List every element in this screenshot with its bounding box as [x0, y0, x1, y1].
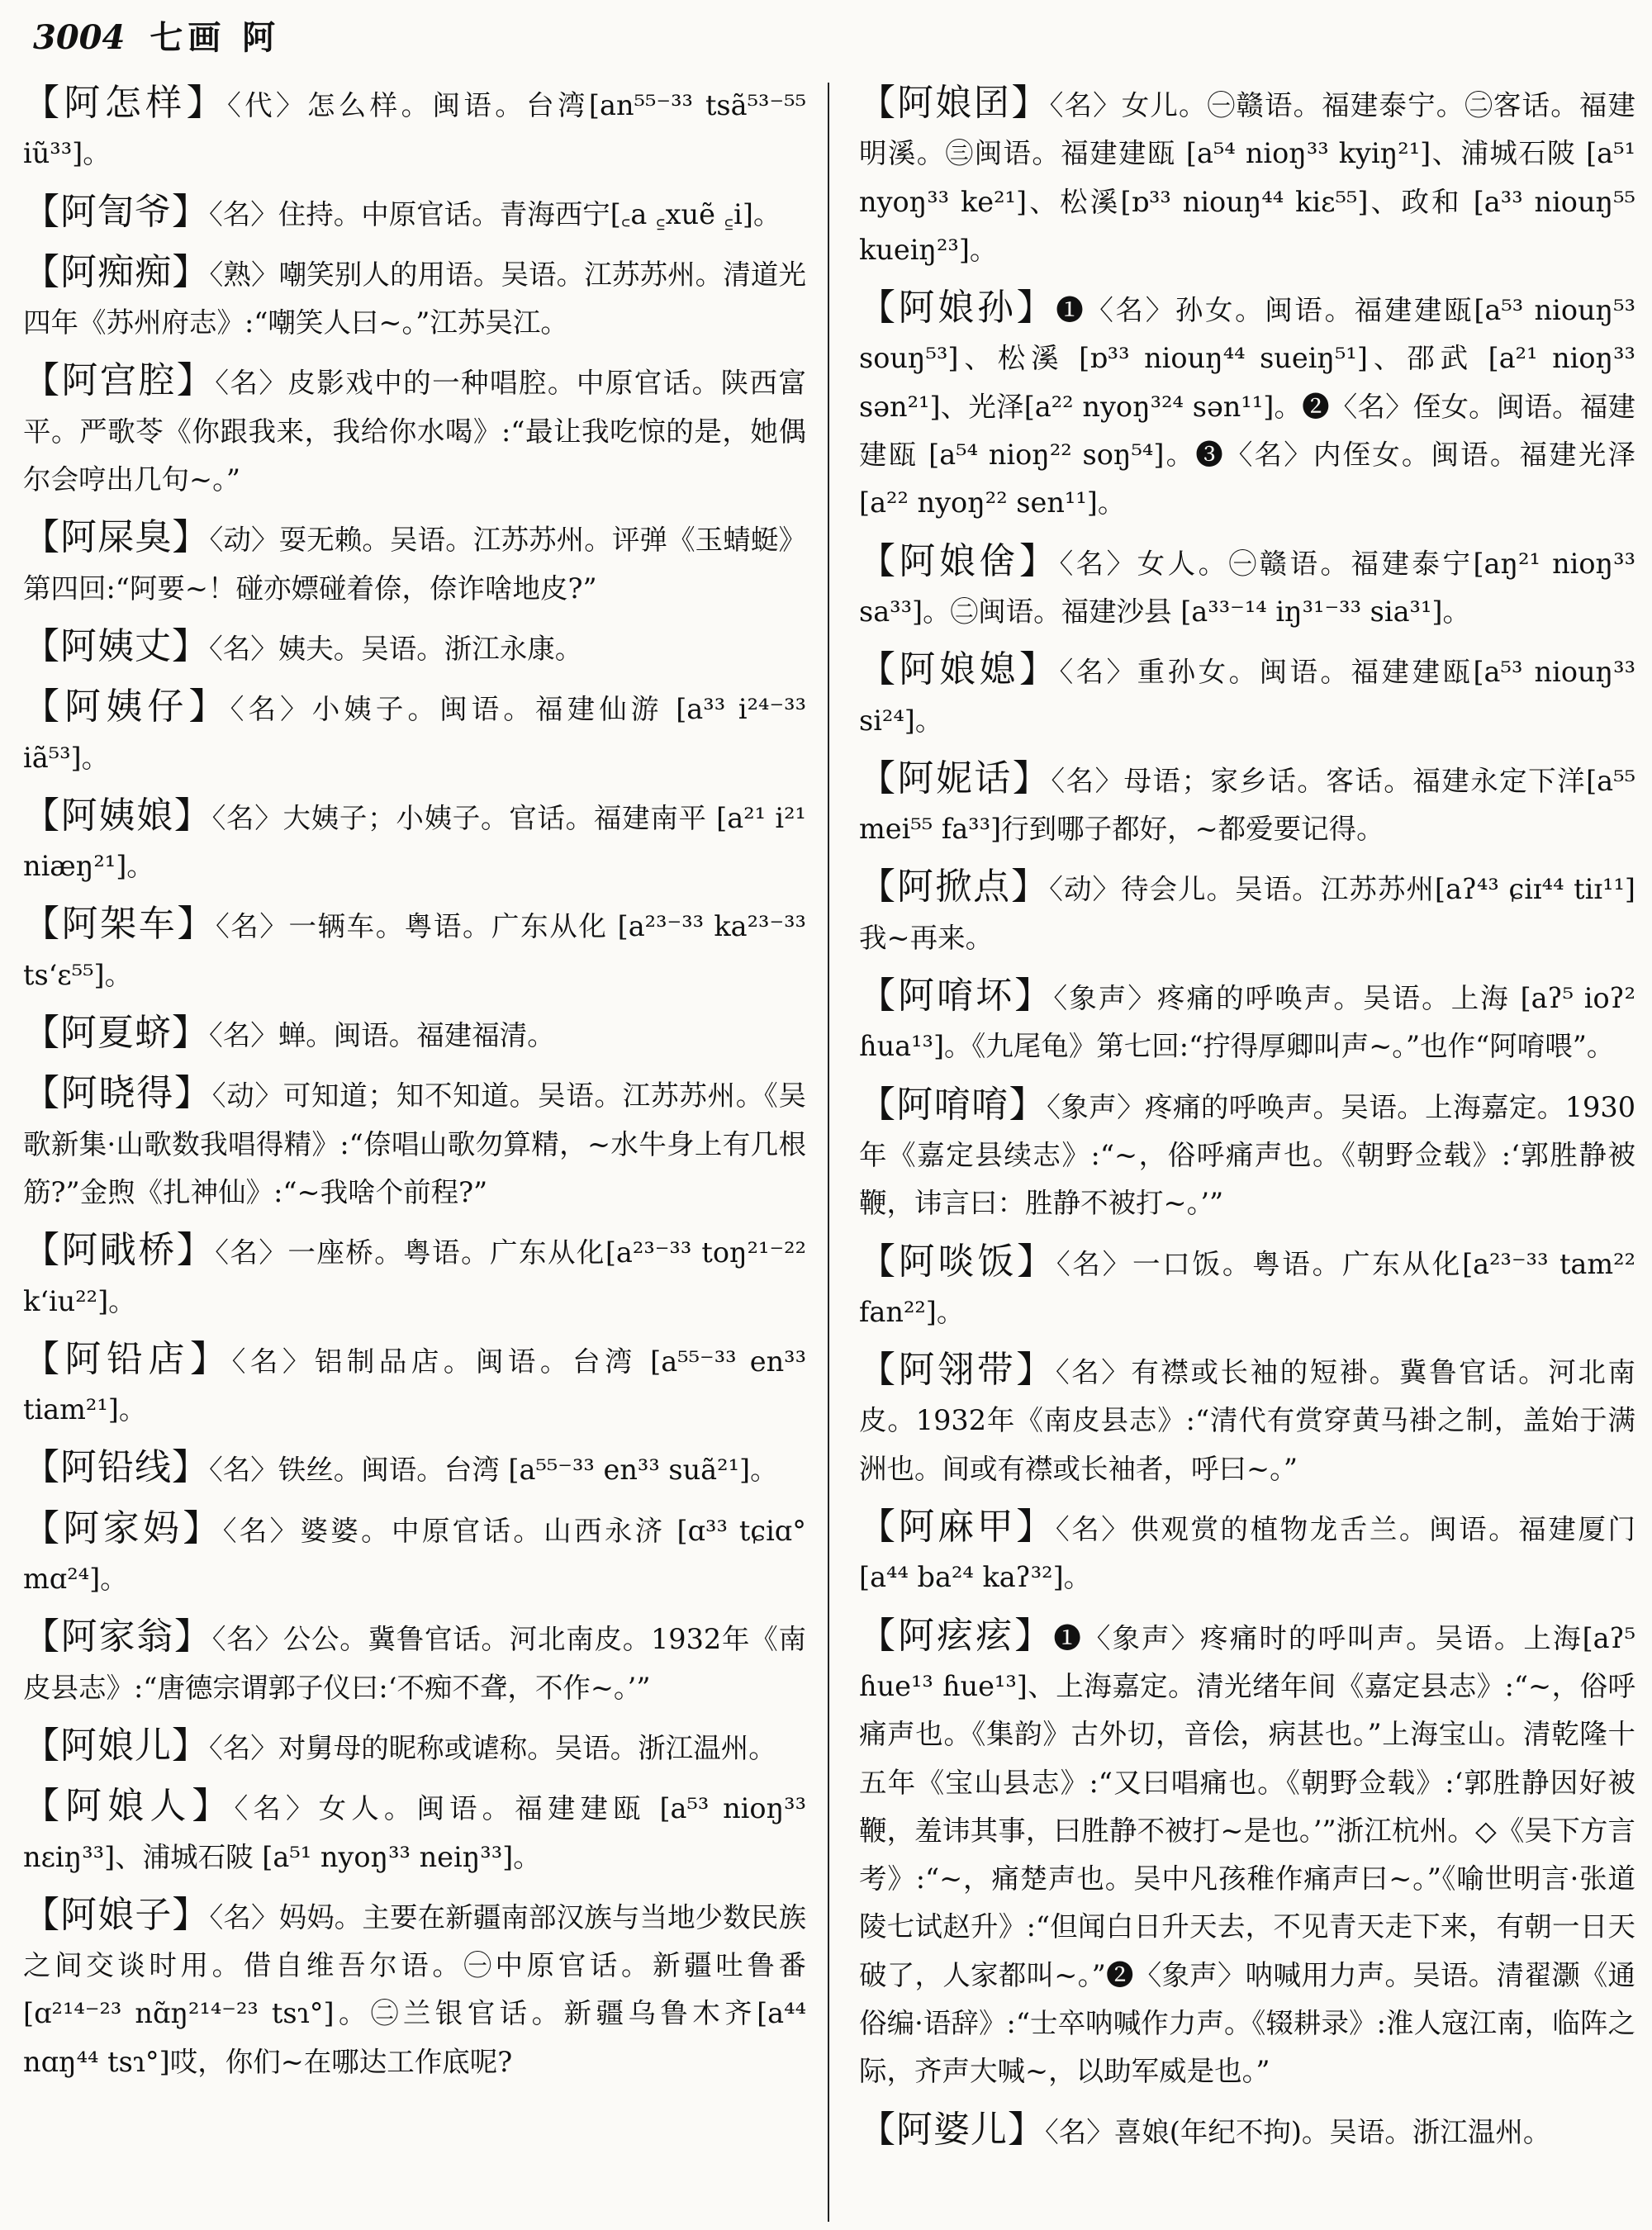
headword: 【阿娘孙】	[859, 287, 1056, 330]
entry	[859, 79, 1635, 274]
headword: 【阿唷坏】	[859, 975, 1054, 1018]
definition: 〈象声〉疼痛的呼唤声。吴语。上海嘉定。1930年《嘉定县续志》:“~，俗呼痛声也。《朝野佥载》:‘郭胜静被鞭，讳言曰：胜静不被打~。’”	[859, 1090, 1635, 1220]
definition: 〈名〉对舅母的昵称或谑称。吴语。浙江温州。	[209, 1731, 776, 1764]
definition: 〈名〉一口饭。粤语。广东从化[a²³⁻³³ tam²² fan²²]。	[859, 1247, 1635, 1328]
entry	[859, 1612, 1635, 2096]
headword: 【阿唷唷】	[859, 1083, 1047, 1126]
headword: 【阿麻甲】	[859, 1506, 1056, 1549]
definition: ❶〈名〉孙女。闽语。福建建瓯[a⁵³ niouŋ⁵³ souŋ⁵³]、松溪 [ɒ³³ niouŋ⁴⁴ sueiŋ⁵¹]、邵武 [a²¹ nioŋ³³ sən²¹]、光泽[a²² nyoŋ³²⁴ sən¹¹]。❷〈名〉侄女。闽语。福建建瓯 [a⁵⁴ nioŋ²² soŋ⁵⁴]。❸〈名〉内侄女。闽语。福建光泽 [a²² nyoŋ²² sen¹¹]。	[859, 294, 1635, 520]
entry	[23, 1009, 806, 1060]
entry	[23, 514, 806, 613]
headword: 【阿娘囝】	[859, 82, 1050, 124]
definition: 〈名〉女人。㊀赣语。福建泰宁[aŋ²¹ nioŋ³³ sa³³]。㊁闽语。福建沙县 [a³³⁻¹⁴ iŋ³¹⁻³³ sia³¹]。	[859, 547, 1635, 628]
page-header	[33, 12, 280, 69]
entry	[23, 623, 806, 673]
headword: 【阿娘倽】	[859, 539, 1060, 582]
definition: 〈名〉重孙女。闽语。福建建瓯[a⁵³ niouŋ³³ si²⁴]。	[859, 656, 1635, 737]
definition: ❶〈象声〉疼痛时的呼叫声。吴语。上海[aʔ⁵ ɦue¹³ ɦue¹³]、上海嘉定。清光绪年间《嘉定县志》:“~，俗呼痛声也。《集韵》古外切，音侩，病甚也。”上海宝山。清乾隆十五年《宝山县志》:“又曰唱痛也。《朝野佥载》:‘郭胜静因好被鞭，羞讳其事，曰胜静不被打~是也。’”浙江杭州。◇《吴下方言考》:“~，痛楚声也。吴中凡孩稚作痛声曰~。”《喻世明言·张道陵七试赵升》:“但闻白日升天去，不见青天走下来，有朝一日天破了，人家都叫~。”❷〈象声〉呐喊用力声。吴语。清翟灏《通俗编·语辞》:“士卒呐喊作力声。《辍耕录》:淮人寇江南，临阵之际，齐声大喊~，以助军威是也。”	[859, 1621, 1635, 2088]
definition: 〈名〉有襟或长袖的短褂。冀鲁官话。河北南皮。1932年《南皮县志》:“清代有赏穿黄马褂之制，盖始于满洲也。间或有襟或长袖者，呼曰~。”	[859, 1356, 1635, 1485]
entry	[23, 357, 806, 504]
left-column	[23, 79, 806, 2218]
definition: 〈名〉女人。闽语。福建建瓯 [a⁵³ nioŋ³³ nɛiŋ³³]、浦城石陂 [a⁵¹ nyoŋ³³ neiŋ³³]。	[23, 1792, 806, 1873]
headword: 【阿宫腔】	[23, 359, 216, 402]
definition: 〈名〉铁丝。闽语。台湾 [a⁵⁵⁻³³ en³³ suã²¹]。	[209, 1454, 778, 1487]
definition: 〈名〉喜娘(年纪不拘)。吴语。浙江温州。	[1045, 2115, 1551, 2148]
headword: 【阿姨丈】	[23, 624, 209, 667]
headword: 【阿姨娘】	[23, 794, 212, 837]
definition: 〈动〉耍无赖。吴语。江苏苏州。评弹《玉蜻蜓》第四回:“阿要~！碰亦嫖碰着倷，倷诈啥地皮?”	[23, 524, 806, 605]
headword: 【阿娘儿】	[23, 1724, 209, 1767]
entry	[859, 646, 1635, 745]
definition: 〈名〉供观赏的植物龙舌兰。闽语。福建厦门 [a⁴⁴ ba²⁴ kaʔ³²]。	[859, 1513, 1635, 1594]
definition: 〈名〉蝉。闽语。福建福清。	[209, 1019, 555, 1052]
headword: 【阿铅店】	[23, 1337, 232, 1380]
entry	[859, 284, 1635, 527]
entry	[23, 1070, 806, 1217]
headword: 【阿架车】	[23, 903, 216, 946]
entry	[23, 1226, 806, 1326]
definition: 〈象声〉疼痛的呼唤声。吴语。上海 [aʔ⁵ ioʔ² ɦua¹³]。《九尾龟》第七回:“拧得厚卿叫声~。”也作“阿唷喂”。	[859, 982, 1635, 1063]
headword: 【阿铅线】	[23, 1446, 209, 1489]
entry	[859, 2106, 1635, 2156]
headword: 【阿啖饭】	[859, 1240, 1056, 1283]
entry	[23, 792, 806, 891]
headword: 【阿姨仔】	[23, 686, 230, 728]
right-column	[859, 79, 1635, 2218]
definition: 〈名〉婆婆。中原官话。山西永济 [ɑ³³ tɕiɑ° mɑ²⁴]。	[23, 1514, 806, 1596]
headword: 【阿屎臭】	[23, 516, 210, 559]
headword: 【阿痃痃】	[859, 1614, 1054, 1657]
definition: 〈名〉姨夫。吴语。浙江永康。	[209, 632, 583, 665]
entry	[859, 863, 1635, 962]
definition: 〈名〉一座桥。粤语。广东从化[a²³⁻³³ toŋ²¹⁻²² k‘iu²²]。	[23, 1236, 806, 1317]
entry	[859, 1238, 1635, 1337]
entry	[859, 1503, 1635, 1602]
definition: 〈动〉可知道；知不知道。吴语。江苏苏州。《吴歌新集·山歌数我唱得精》:“倷唱山歌勿算精，~水牛身上有几根筋?”金煦《扎神仙》:“~我啥个前程?”	[23, 1079, 806, 1208]
headword: 【阿娘子】	[23, 1893, 210, 1936]
headword: 【阿晓得】	[23, 1072, 212, 1115]
headword: 【阿娘媳】	[859, 648, 1060, 691]
entry	[859, 972, 1635, 1071]
entry	[23, 900, 806, 999]
definition: 〈熟〉嘲笑别人的用语。吴语。江苏苏州。清道光四年《苏州府志》:“嘲笑人曰~。”江苏吴江。	[23, 258, 806, 339]
entry	[23, 188, 806, 239]
definition: 〈名〉一辆车。粤语。广东从化 [a²³⁻³³ ka²³⁻³³ ts‘ɛ⁵⁵]。	[23, 910, 806, 991]
headword: 【阿妮话】	[859, 757, 1051, 799]
column-divider	[828, 83, 829, 2222]
entry	[23, 1444, 806, 1494]
headword: 【阿掀点】	[859, 866, 1050, 909]
headword: 【阿家翁】	[23, 1616, 212, 1658]
entry	[23, 1613, 806, 1712]
definition: 〈名〉公公。冀鲁官话。河北南皮。1932年《南皮县志》:“唐德宗谓郭子仪曰:‘不痴不聋，不作~。’”	[23, 1623, 806, 1704]
definition: 〈名〉母语；家乡话。客话。福建永定下洋[a⁵⁵ mei⁵⁵ fa³³]行到哪子都好，~都爱要记得。	[859, 764, 1635, 846]
definition: 〈动〉待会儿。吴语。江苏苏州[aʔ⁴³ ɕiɪ⁴⁴ tiɪ¹¹]我~再来。	[859, 873, 1635, 954]
entry	[23, 1722, 806, 1772]
entry	[23, 683, 806, 782]
headword: 【阿怎样】	[23, 82, 227, 124]
entry	[23, 1782, 806, 1881]
headword: 【阿翎带】	[859, 1349, 1056, 1392]
definition: 〈名〉住持。中原官话。青海西宁[꜀a ꜁xuẽ ꜁i]。	[209, 197, 781, 230]
headword: 【阿戙桥】	[23, 1229, 216, 1272]
entry	[859, 1081, 1635, 1228]
headword: 【阿娘人】	[23, 1785, 235, 1828]
entry	[23, 249, 806, 348]
definition: 〈名〉大姨子；小姨子。官话。福建南平 [a²¹ i²¹ niæŋ²¹]。	[23, 801, 806, 883]
entry	[23, 1336, 806, 1435]
entry	[23, 1891, 806, 2086]
definition: 〈名〉妈妈。主要在新疆南部汉族与当地少数民族之间交谈时用。借自维吾尔语。㊀中原官话。新疆吐鲁番[ɑ²¹⁴⁻²³ nɑ̃ŋ²¹⁴⁻²³ tsɿ°]。㊁兰银官话。新疆乌鲁木齐[a⁴⁴ nɑŋ⁴⁴ tsɿ°]哎，你们~在哪达工作底呢?	[23, 1900, 806, 2078]
definition: 〈名〉小姨子。闽语。福建仙游 [a³³ i²⁴⁻³³ iã⁵³]。	[23, 693, 806, 774]
entry	[859, 1346, 1635, 1493]
running-title: 七画 阿	[150, 18, 281, 57]
headword: 【阿家妈】	[23, 1506, 223, 1549]
headword: 【阿訇爷】	[23, 190, 209, 233]
entry	[23, 1505, 806, 1604]
entry	[859, 755, 1635, 854]
entry	[859, 538, 1635, 637]
headword: 【阿痴痴】	[23, 250, 210, 293]
headword: 【阿夏蛴】	[23, 1012, 209, 1055]
definition: 〈代〉怎么样。闽语。台湾[an⁵⁵⁻³³ tsã⁵³⁻⁵⁵ iũ³³]。	[23, 89, 806, 170]
page-number: 3004	[33, 18, 126, 57]
definition: 〈名〉皮影戏中的一种唱腔。中原官话。陕西富平。严歌苓《你跟我来，我给你水喝》:“最让我吃惊的是，她偶尔会哼出几句~。”	[23, 367, 806, 496]
headword: 【阿婆儿】	[859, 2108, 1045, 2151]
definition: 〈名〉铝制品店。闽语。台湾 [a⁵⁵⁻³³ en³³ tiam²¹]。	[23, 1345, 806, 1426]
definition: 〈名〉女儿。㊀赣语。福建泰宁。㊁客话。福建明溪。㊂闽语。福建建瓯 [a⁵⁴ nioŋ³³ kyiŋ²¹]、浦城石陂 [a⁵¹ nyoŋ³³ ke²¹]、松溪[ɒ³³ niouŋ⁴⁴ kiɛ⁵⁵]、政和 [a³³ niouŋ⁵⁵ kueiŋ²³]。	[859, 89, 1635, 266]
entry	[23, 79, 806, 178]
